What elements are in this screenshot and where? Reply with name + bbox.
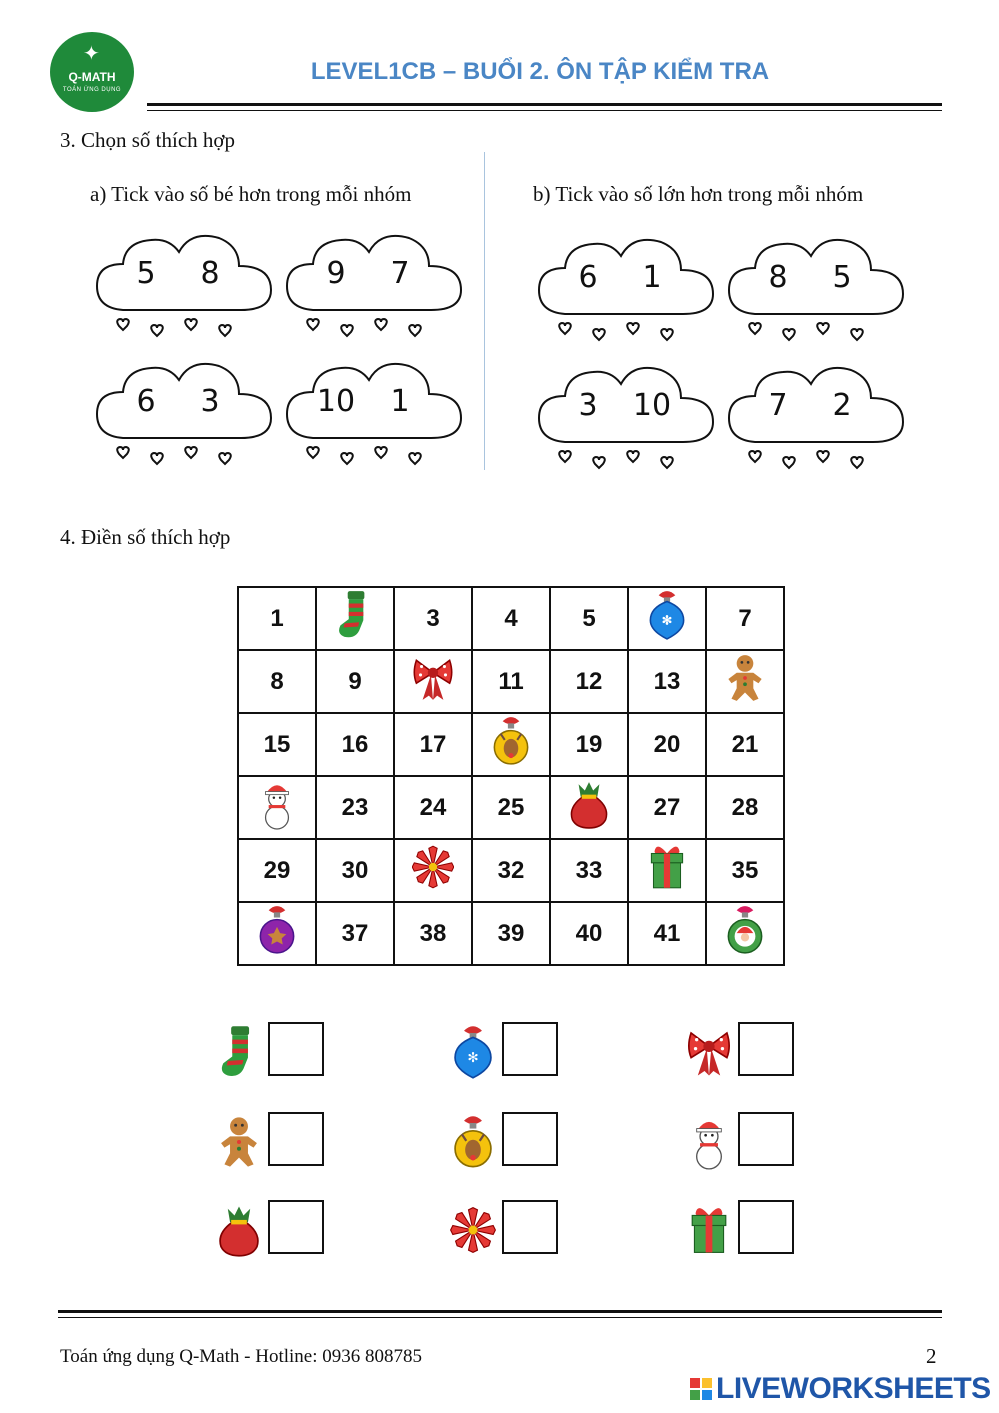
page-number: 2 (926, 1344, 937, 1368)
cloud-with-hearts-icon (725, 354, 905, 484)
cloud-number[interactable]: 10 (316, 384, 356, 419)
bow-icon (412, 652, 454, 711)
cloud-group-a-3 (93, 350, 273, 480)
cloud-with-hearts-icon (725, 226, 905, 356)
grid-cell-number: 5 (550, 587, 628, 650)
liveworksheets-watermark (690, 1372, 991, 1406)
grid-cell-icon (238, 776, 316, 839)
grid-cell-number: 11 (472, 650, 550, 713)
grid-cell-number: 33 (550, 839, 628, 902)
answer-input-box[interactable] (738, 1022, 794, 1076)
grid-cell-number: 37 (316, 902, 394, 965)
answer-input-box[interactable] (502, 1112, 558, 1166)
answer-input-box[interactable] (502, 1200, 558, 1254)
answer-item (686, 1200, 806, 1256)
grid-cell-icon (472, 713, 550, 776)
santa-sack-icon (216, 1202, 264, 1252)
cloud-number[interactable]: 1 (642, 260, 662, 295)
cloud-with-hearts-icon (93, 350, 273, 480)
grid-cell-number: 20 (628, 713, 706, 776)
cloud-number[interactable]: 8 (768, 260, 788, 295)
footer-rule (58, 1310, 942, 1313)
section3-title: 3. Chọn số thích hợp (60, 128, 236, 152)
gift-box-icon (646, 841, 688, 900)
cloud-group-b-3 (535, 354, 715, 484)
cloud-number[interactable]: 6 (136, 384, 156, 419)
gingerbread-icon (216, 1114, 264, 1164)
bow-icon (686, 1024, 734, 1074)
grid-row (238, 776, 784, 839)
header-rule-thin (147, 110, 942, 111)
snowman-icon (256, 778, 298, 837)
liveworksheets-logo-icon (690, 1378, 712, 1400)
grid-cell-icon (628, 587, 706, 650)
cloud-number[interactable]: 7 (390, 256, 410, 291)
grid-cell-icon (394, 839, 472, 902)
grid-cell-icon (316, 587, 394, 650)
grid-cell-number: 27 (628, 776, 706, 839)
poinsettia-icon (412, 841, 454, 900)
number-grid (237, 586, 785, 966)
grid-cell-number: 7 (706, 587, 784, 650)
gift-box-icon (686, 1202, 734, 1252)
cloud-with-hearts-icon (535, 226, 715, 356)
grid-cell-icon (706, 902, 784, 965)
answer-item (216, 1022, 336, 1078)
purple-ornament-icon (256, 904, 298, 963)
grid-cell-number: 39 (472, 902, 550, 965)
header-rule (147, 103, 942, 106)
grid-cell-number: 40 (550, 902, 628, 965)
snowman-icon (686, 1114, 734, 1164)
grid-row (238, 839, 784, 902)
logo-tagline: TOÁN ỨNG DỤNG (62, 87, 122, 93)
section4-title: 4. Điền số thích hợp (60, 525, 231, 549)
cloud-number[interactable]: 3 (200, 384, 220, 419)
grid-cell-number: 28 (706, 776, 784, 839)
cloud-number[interactable]: 3 (578, 388, 598, 423)
cloud-with-hearts-icon (283, 222, 463, 352)
cloud-group-a-4 (283, 350, 463, 480)
svg-text:✻: ✻ (661, 613, 673, 628)
cloud-with-hearts-icon (535, 354, 715, 484)
cloud-number[interactable]: 10 (632, 388, 672, 423)
cloud-group-b-1 (535, 226, 715, 356)
grid-cell-number: 21 (706, 713, 784, 776)
grid-cell-number: 3 (394, 587, 472, 650)
section3-part-a-label: a) Tick vào số bé hơn trong mỗi nhóm (90, 182, 412, 206)
answer-input-box[interactable] (268, 1200, 324, 1254)
gingerbread-icon (724, 652, 766, 711)
answer-item (450, 1112, 570, 1168)
answer-input-box[interactable] (738, 1112, 794, 1166)
grid-cell-number: 15 (238, 713, 316, 776)
grid-cell-number: 16 (316, 713, 394, 776)
stocking-icon (334, 589, 376, 648)
grid-cell-number: 8 (238, 650, 316, 713)
grid-row (238, 713, 784, 776)
santa-sack-icon (568, 778, 610, 837)
grid-cell-number: 35 (706, 839, 784, 902)
answer-input-box[interactable] (502, 1022, 558, 1076)
grid-cell-number: 9 (316, 650, 394, 713)
cloud-group-b-4 (725, 354, 905, 484)
answer-item (216, 1200, 336, 1256)
column-divider (484, 152, 485, 470)
logo-brand: Q-MATH (68, 70, 116, 84)
stocking-icon (216, 1024, 264, 1074)
page-title: LEVEL1CB – BUỔI 2. ÔN TẬP KIỂM TRA (310, 58, 770, 85)
grid-cell-number: 32 (472, 839, 550, 902)
footer-text: Toán ứng dụng Q-Math - Hotline: 0936 808785 (60, 1346, 423, 1367)
grid-cell-number: 30 (316, 839, 394, 902)
answer-item (216, 1112, 336, 1168)
svg-text:✻: ✻ (467, 1050, 479, 1066)
grid-cell-icon (238, 902, 316, 965)
grid-cell-number: 29 (238, 839, 316, 902)
cloud-number[interactable]: 5 (136, 256, 156, 291)
grid-cell-number: 17 (394, 713, 472, 776)
cloud-group-a-2 (283, 222, 463, 352)
cloud-with-hearts-icon (283, 350, 463, 480)
grid-cell-number: 38 (394, 902, 472, 965)
grid-cell-number: 23 (316, 776, 394, 839)
grid-cell-icon (394, 650, 472, 713)
qmath-logo (50, 32, 134, 112)
grid-cell-icon (550, 776, 628, 839)
cloud-number[interactable]: 8 (200, 256, 220, 291)
cloud-number[interactable]: 9 (326, 256, 346, 291)
grid-row (238, 650, 784, 713)
reindeer-ornament-icon (490, 715, 532, 774)
answer-input-box[interactable] (268, 1112, 324, 1166)
answer-item (450, 1022, 570, 1078)
grid-cell-icon (706, 650, 784, 713)
cloud-number[interactable]: 2 (832, 388, 852, 423)
cloud-number[interactable]: 6 (578, 260, 598, 295)
footer-rule-thin (58, 1317, 942, 1318)
cloud-number[interactable]: 5 (832, 260, 852, 295)
grid-cell-number: 4 (472, 587, 550, 650)
grid-cell-icon (628, 839, 706, 902)
cloud-number[interactable]: 7 (768, 388, 788, 423)
section3-part-b-label: b) Tick vào số lớn hơn trong mỗi nhóm (533, 182, 864, 206)
blue-ornament-icon (450, 1024, 498, 1074)
grid-cell-number: 25 (472, 776, 550, 839)
grid-cell-number: 1 (238, 587, 316, 650)
cloud-number[interactable]: 1 (390, 384, 410, 419)
watermark-text: LIVEWORKSHEETS (716, 1372, 991, 1405)
cloud-group-b-2 (725, 226, 905, 356)
grid-row (238, 902, 784, 965)
grid-cell-number: 41 (628, 902, 706, 965)
santa-ornament-icon (724, 904, 766, 963)
grid-cell-number: 12 (550, 650, 628, 713)
cloud-with-hearts-icon (93, 222, 273, 352)
grid-cell-number: 19 (550, 713, 628, 776)
grid-cell-number: 24 (394, 776, 472, 839)
grid-cell-number: 13 (628, 650, 706, 713)
grid-row (238, 587, 784, 650)
answer-item (686, 1112, 806, 1168)
blue-ornament-icon (646, 589, 688, 648)
answer-item (686, 1022, 806, 1078)
cloud-group-a-1 (93, 222, 273, 352)
answer-input-box[interactable] (268, 1022, 324, 1076)
leaf-icon: ✦ (83, 43, 100, 65)
answer-item (450, 1200, 570, 1256)
answer-input-box[interactable] (738, 1200, 794, 1254)
reindeer-ornament-icon (450, 1114, 498, 1164)
poinsettia-icon (450, 1202, 498, 1252)
